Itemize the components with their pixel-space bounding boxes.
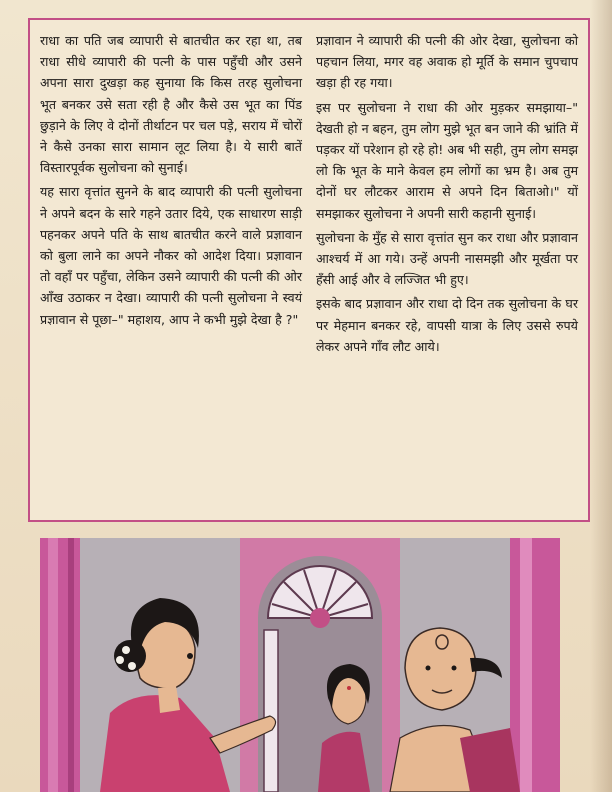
- right-paragraph-3: सुलोचना के मुँह से सारा वृत्तांत सुन कर राधा और प्रज्ञावान आश्चर्य में आ गये। उन्हें अपनी नासमझी और मूर्खता पर हँसी आई और वे लज्जित भी हुए।: [316, 229, 578, 288]
- right-pillar: [510, 538, 560, 792]
- door-column: [264, 630, 278, 792]
- right-paragraph-2: इस पर सुलोचना ने राधा की ओर मुड़कर समझाया–" देखती हो न बहन, तुम लोग मुझे भूत बन जाने की भ्रांति में पड़कर यों परेशान हो रहे हो! अब भी सही, तुम लोग समझ लो कि भूत के माने केवल हम लोगों का भ्रम है। अब तुम दोनों घर लौटकर आराम से अपने दिन बिताओ।" यों समझाकर सुलोचना ने अपनी सारी कहानी सुनाई।: [316, 99, 578, 221]
- left-paragraph-2: यह सारा वृत्तांत सुनने के बाद व्यापारी की पत्नी सुलोचना ने अपने बदन के सारे गहने उतार दिये, एक साधारण साड़ी पहनकर अपने पति के साथ बातचीत करने वाले प्रज्ञावान को बुला लाने का अपने नौकर को आदेश दिया। प्रज्ञावान तो वहाँ पर पहुँचा, लेकिन उसने व्यापारी की पत्नी की ओर आँख उठाकर न देखा। व्यापारी की पत्नी सुलोचना ने स्वयं प्रज्ञावान से पूछा–" महाशय, आप ने कभी मुझे देखा है ?": [40, 184, 302, 327]
- page-edge-shadow: [590, 0, 612, 792]
- right-paragraph-1: प्रज्ञावान ने व्यापारी की पत्नी की ओर देखा, सुलोचना को पहचान लिया, मगर वह अवाक हो मूर्ति के समान चुपचाप खड़ा ही रह गया।: [316, 33, 578, 91]
- left-pillar-shade: [68, 538, 74, 792]
- illustration-panel: [40, 538, 560, 792]
- right-column: [316, 30, 578, 357]
- right-paragraph-4: इसके बाद प्रज्ञावान और राधा दो दिन तक सुलोचना के घर पर मेहमान बनकर रहे, वापसी यात्रा के लिए उससे रुपये लेकर अपने गाँव लौट आये।: [316, 296, 578, 354]
- left-column: [40, 30, 302, 330]
- text-panel: [28, 18, 590, 522]
- left-pillar-highlight: [48, 538, 58, 792]
- fan-window-hub: [310, 608, 330, 628]
- left-paragraph-1: राधा का पति जब व्यापारी से बातचीत कर रहा था, तब राधा सीधे व्यापारी की पत्नी के पास पहुँची और उसने अपना सारा दुखड़ा कह सुनाया कि किस तरह सुलोचना भूत बनकर उसे सता रही है और कैसे उस भूत का पिंड छुड़ाने के लिए वे दोनों तीर्थाटन पर चल पड़े, सराय में चोरों ने कैसे उनका सारा सामान लूट लिया है। ये सारी बातें विस्तारपूर्वक सुलोचना को सुनाई।: [40, 33, 302, 176]
- right-pillar-highlight: [520, 538, 532, 792]
